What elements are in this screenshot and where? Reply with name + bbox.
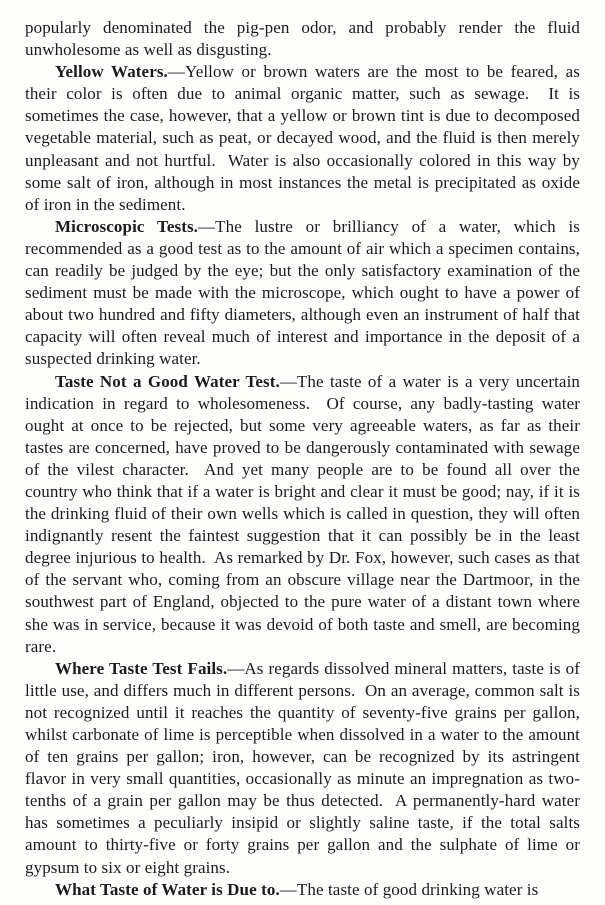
paragraph: Yellow Waters.—Yellow or brown waters are the most to be feared, as their color is often due to animal organic matter, such as sewage. It is sometimes the case, however, that a yellow or brown tint is due to decomposed vegetable material, such as peat, or decayed wood, and the fluid is then merely unpleasant and not hurtful. Water is also occasionally colored in this way by some salt of iron, although in most instances the metal is precipitated as oxide of iron in the sediment.: [25, 62, 580, 214]
paragraph: What Taste of Water is Due to.—The taste of good drinking water is: [55, 879, 539, 899]
paragraph: Taste Not a Good Water Test.—The taste of a water is a very uncertain indication in regard to wholesomeness. Of course, any badly-tasting water ought at once to be rejected, but some very agreeable waters, as far as their tastes are concerned, have proved to be dangerously contaminated with sewage of the vilest character. And yet many people are to be found all over the country who think that if a water is bright and clear it must be good; nay, if it is the drinking fluid of their own wells which is called in question, they will often indignantly resent the faintest suggestion that it can possibly be in the least degree injurious to health. As remarked by Dr. Fox, however, such cases as that of the servant who, coming from an obscure village near the Dartmoor, in the southwest part of England, objected to the pure water of a distant town where she was in service, because it was devoid of both taste and smell, are becoming rare.: [25, 371, 580, 656]
paragraph: popularly denominated the pig-pen odor, and probably render the fluid unwholesome as well as disgusting.: [25, 18, 580, 60]
page-text: [25, 17, 580, 901]
paragraph-lead: Microscopic Tests.: [55, 216, 199, 236]
paragraph-lead: Yellow Waters.: [55, 62, 168, 82]
paragraph-lead: Taste Not a Good Water Test.: [55, 371, 280, 391]
paragraph-lead: What Taste of Water is Due to.: [55, 879, 280, 899]
paragraph-lead: Where Taste Test Fails.: [55, 658, 228, 678]
paragraph: Microscopic Tests.—The lustre or brilliancy of a water, which is recommended as a good test as to the amount of air which a specimen contains, can readily be judged by the eye; but the only satisfactory examination of the sediment must be made with the microscope, which ought to have a power of about two hundred and fifty diameters, although even an instrument of half that capacity will often reveal much of interest and importance in the deposit of a suspected drinking water.: [25, 216, 580, 369]
paragraph: Where Taste Test Fails.—As regards dissolved mineral matters, taste is of little use, and differs much in different persons. On an average, common salt is not recognized until it reaches the quantity of seventy-five grains per gallon, whilst carbonate of lime is perceptible when dissolved in a water to the amount of ten grains per gallon; iron, however, can be recognized by its astringent flavor in very small quantities, occasionally as minute an impregnation as two-tenths of a grain per gallon may be thus detected. A permanently-hard water has sometimes a peculiarly insipid or slightly saline taste, if the total salts amount to thirty-five or forty grains per gallon and the sulphate of lime or gypsum to six or eight grains.: [25, 658, 580, 877]
